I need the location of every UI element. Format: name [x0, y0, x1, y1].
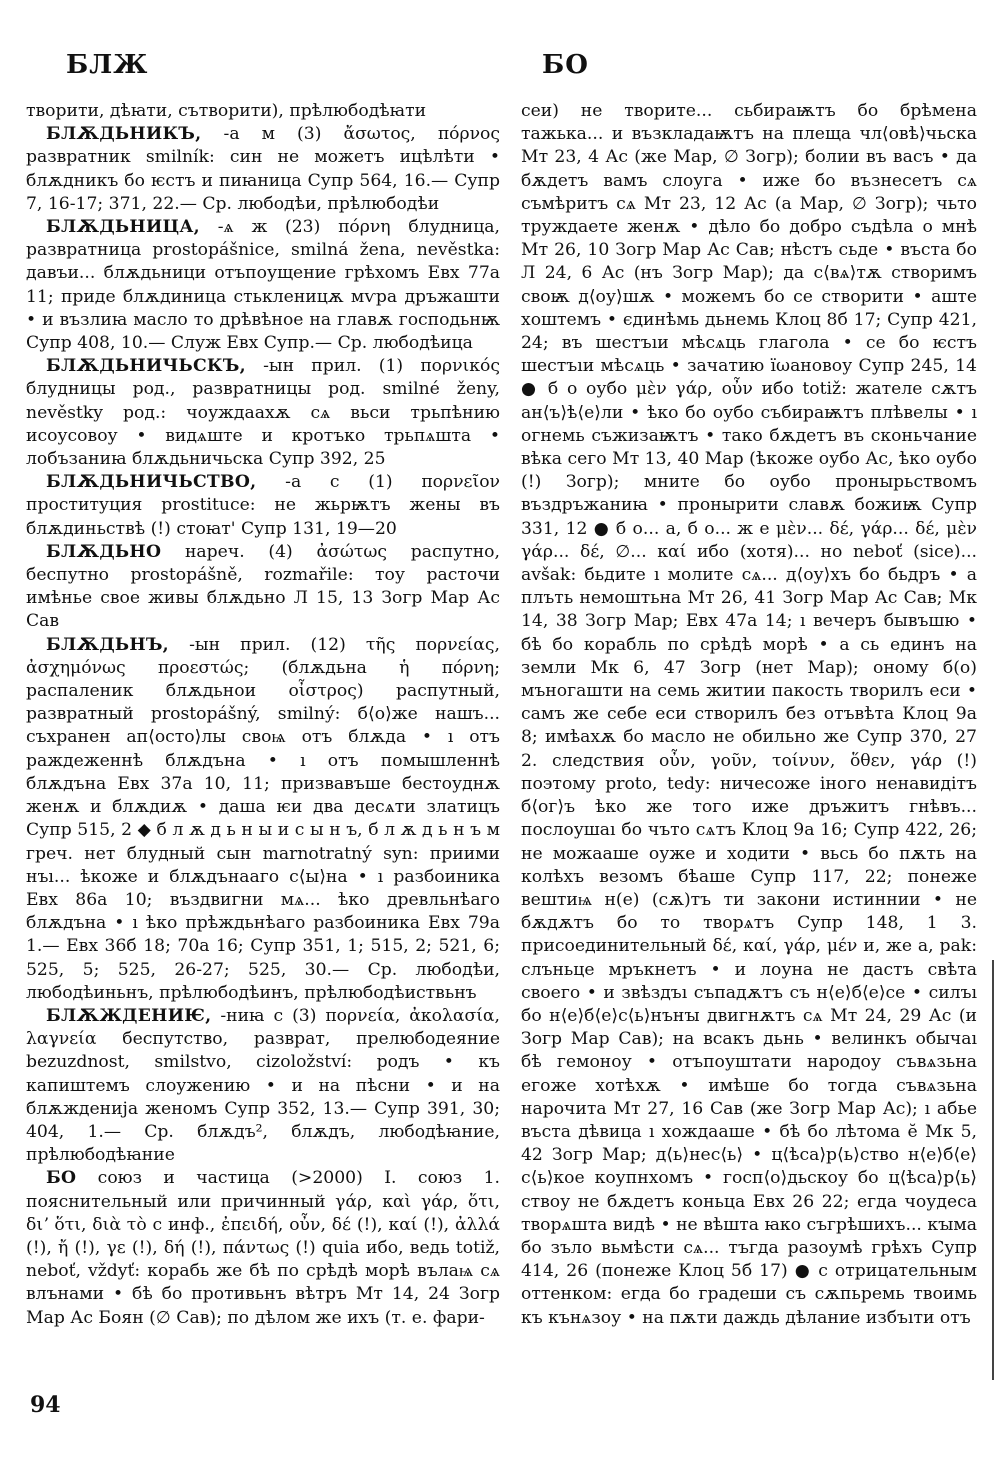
entry-body: творити, дѣꙗти, сътворити), прѣлюбодѣꙗти	[26, 101, 427, 121]
entry-headword: БЛѪДЬНЪ,	[46, 634, 169, 655]
left-running-headword: БЛЖ	[66, 50, 149, 80]
entry-body: -а м (3) ἄσωτος, πόρνος развратник smilník: син не можетъ ицѣлѣти • блѫдникъ бо ѥстъ и пиꙗница Супр 564, 16.— Супр 7, 16-17; 371, 22.— Ср. любодѣи, прѣлюбодѣи	[26, 124, 500, 214]
entry-body: нареч. (4) ἀσώτως распутно, беспутно prostopášně, rozmařile: тоу расточи имѣнье свое живы блѫдьно Л 15, 13 Зогр Мар Ас Сав	[26, 541, 500, 632]
entry-headword: БЛѪДЬНИЧЬСКЪ,	[46, 356, 246, 377]
entry-headword: БЛѪЖДЕНИѤ,	[46, 1005, 212, 1026]
dictionary-entry	[26, 355, 500, 471]
dictionary-entry	[26, 1167, 500, 1329]
margin-rule	[992, 960, 994, 1380]
entry-body: -ниꙗ с (3) πορνεία, ἀκολασία, λαγνεία беспутство, разврат, прелюбодеяние bezuzdnost, smilstvo, cizoložství: родъ • къ капиштемъ слоужению • и на пѣсни • и на блѫжденија женомъ Супр 352, 13.— Супр 391, 30; 404, 1.— Ср. блѫдъ², блѫдъ, любодѣꙗние, прѣлюбодѣꙗние	[26, 1005, 500, 1166]
entry-continuation	[26, 100, 500, 123]
entry-body: сеи) не творите... сьбираѭтъ бо брѣмена тажька... и възкладаѭтъ на плеща чл⟨овѣ⟩чьска Мт 23, 4 Ас (же Мар, ∅ Зогр); болии въ васъ • да бѫдетъ вамъ слоуга • иже бо възнесетъ сѧ съмѣритъ сѧ Мт 23, 12 Ас (а Мар, ∅ Зогр); чьто труждаете женѫ • дѣло бо добро съдѣла о мнѣ Мт 26, 10 Зогр Мар Ас Сав; нѣстъ сьде • въста бо Л 24, 6 Ас (нъ Зогр Мар); да с⟨вѧ⟩тѫ створимъ своѭ д⟨оу⟩шѫ • можемъ бо се створити • аште хоштемъ • єдинѣмь дьнемь Клоц 8б 17; Супр 421, 24; въ шестъıи мѣсѧць глагола • се бо ѥстъ шестъıи мѣсѧць • зачатию їωановоу Супр 245, 14 ● б о оубо μὲν γάρ, οὖν ибо totiž: жателе сѫтъ ан⟨ъ⟩ѣ⟨е⟩ли • ѣко бо оубо събираѭтъ плѣвелы • ı огнемь съжизаѭтъ • тако бѫдетъ въ сконьчание вѣка сего Мт 13, 40 Мар (ѣкоже оубо Ас, ѣко оубо (!) Зогр); мните бо оубо пронырьствомъ въздръжаниꙗ • пронырити славѫ божиѭ Супр 331, 12 ● б о... а, б о... ж е μὲν... δέ, γάρ... δέ, μὲν γάρ... δέ, ∅... καί ибо (хотя)... но neboť (sice)... avšak: бьдите ı молите сѧ... д⟨оу⟩хъ бо бьдръ • а плъть немоштьна Мт 26, 41 Зогр Мар Ас Сав; Мк 14, 38 Зогр Мар; Евх 47а 14; ı вечеръ бывъшю • бѣ бо корабль по срѣдѣ морѣ • а сь единъ на земли Мк 6, 47 Зогр (нет Мар); оному б(о) мъногашти на семь житии пакость творилъ еси • самъ же себе еси створилъ без отъвѣта Клоц 9а 8; имѣахѫ бо масло не обильно же Супр 370, 27 2. следствия οὖν, γοῦν, τοίνυν, ὅθεν, γάρ (!) поэтому proto, tedy: ничесоже іного ненавидітъ б⟨ог⟩ъ ѣко же того иже дръжитъ гнѣвъ... послоушаı бо чъто сѧтъ Клоц 9а 16; Супр 422, 26; не можааше оуже и ходити • вьсь бо пѫть на колѣхъ везомъ бѣаше Супр 117, 22; понеже вештиѩ н(е) (сѫ)тъ ти закони истиннии • не бѫдѫтъ бо то творѧтъ Супр 148, 1 3. присоединительный δέ, καί, γάρ, μέν и, же а, pak: слъньце мръкнетъ • и лоуна не дастъ свѣта своего • и звѣздъı съпадѫтъ съ н⟨е⟩б⟨е⟩се • силъı бо н⟨е⟩б⟨е⟩с⟨ь⟩нънꙑ двигнѫтъ сѧ Мт 24, 29 Ас (и Зогр Мар Сав); на всакъ дьнь • велинкъ обычаı бѣ гемоноу • отъпоуштати народоу съвѧзьна егоже хотѣхѫ • имѣше бо тогда съвѧзьна нарочита Мт 27, 16 Сав (же Зогр Мар Ас); ı абье въста дѣвица ı хождааше • бѣ бо лѣтома ӗ Мк 5, 42 Зогр Мар; д⟨ь⟩нес⟨ь⟩ • ц⟨ѣса⟩р⟨ь⟩ство н⟨е⟩б⟨е⟩с⟨ь⟩кое коупнхомъ • госп⟨о⟩дьскоу бо ц⟨ѣса⟩р⟨ь⟩ствоу не бѫдетъ коньца Евх 26 22; егда чоудеса творѧшта видѣ • не вѣшта ꙗко съгрѣшихъ... кꙑма бо зъло вьмѣсти сѧ... тъгда разоумѣ грѣхъ Супр 414, 26 (понеже Клоц 5б 17) ● с отрицательным оттенком: егда бо градеши съ сѫпьремь твоимь къ кънѧзоу • на пѫти даждь дѣлание избъıти отъ	[521, 101, 977, 1328]
page-number: 94	[30, 1392, 61, 1418]
entry-body: союз и частица (>2000) I. союз 1. пояснительный или причинный γάρ, καὶ γάρ, ὅτι, διʼ ὅτι, διὰ τὸ с инф., ἐπειδή, οὖν, δέ (!), καί (!), ἀλλά (!), ἤ (!), γε (!), δή (!), πάντως (!) quia ибо, ведь totiž, neboť, vždyť: корабь же бѣ по срѣдѣ морѣ вълаѩ сѧ влънами • бѣ бо противьнъ вѣтръ Мт 14, 24 Зогр Мар Ас Боян (∅ Сав); по дѣлом же ихъ (т. е. фари-	[26, 1168, 500, 1328]
dictionary-entry	[26, 541, 500, 634]
entry-body: -а с (1) πορνεῖον проституция prostituce: не жьрѭтъ жены въ блѫдиньствѣ (!) стоꙗт' Супр 131, 19—20	[26, 472, 500, 539]
dictionary-entry	[26, 123, 500, 216]
dictionary-entry	[26, 216, 500, 355]
entry-headword: БЛѪДЬНИКЪ,	[46, 124, 202, 145]
entry-headword: БЛѪДЬНИЧЬСТВО,	[46, 472, 257, 493]
dictionary-entry	[26, 634, 500, 1005]
right-column	[521, 100, 977, 1390]
right-running-headword: БО	[542, 50, 589, 80]
entry-headword: БО	[46, 1168, 77, 1189]
left-column	[26, 100, 500, 1390]
entry-body: -ѧ ж (23) πόρνη блудница, развратница prostopášnice, smilná žena, nevěstka: давъи... блѫдьници отъпоущение грѣхомъ Евх 77а 11; приде блѫдиница стькленицѫ мѵра дръжашти • и възлиꙗ масло то дрѣвѣное на главѫ господьнѭ Супр 408, 10.— Служ Евх Супр.— Ср. любодѣица	[26, 217, 500, 354]
entry-body: -ын прил. (1) πορνικός блудницы род., развратницы род. smilné ženy, nevěstky род.: чоуждаахѫ сѧ вьси трьпѣнию исоусовоу • видѧште и кротъко трьпѧшта • лобъзаниꙗ блѫдьничьска Супр 392, 25	[26, 356, 500, 470]
entry-body: -ын прил. (12) τῆς πορνείας, ἀσχημόνως προεστώς; (блѫдьна ἡ πόρνη; распаленик блѫдьнои οἶστρος) распутный, развратный prostopášný, smilný: б⟨о⟩же нашъ... съхранен ап⟨осто⟩лы своѩ отъ блѫда • ı отъ раждеженнѣ блѫдъна • ı отъ помышленнѣ блѫдъна Евх 37а 10, 11; призвавъше бестоуднѫ женѫ и блѫдиѫ • даша ѥи два десѧти златицъ Супр 515, 2 ◆ б л ѫ д ь н ы и с ы н ъ, б л ѫ д ь н ъ м греч. нет блудный сын marnotratný syn: приими нъı... ѣкоже и блѫдънааго с⟨ы⟩на • ı разбоиника Евх 86а 10; въздвигни мѧ... ѣко древльнѣаго блѫдъна • ı ѣко прѣждьнѣаго разбоиника Евх 79а 1.— Евх 36б 18; 70а 16; Супр 351, 1; 515, 2; 521, 6; 525, 5; 525, 26-27; 525, 30.— Ср. любодѣи, любодѣиньнъ, прѣлюбодѣинъ, прѣлюбодѣиствьнъ	[26, 634, 500, 1003]
dictionary-entry	[26, 1005, 500, 1167]
entry-headword: БЛѪДЬНИЦА,	[46, 217, 200, 238]
entry-headword: БЛѪДЬНО	[46, 541, 162, 562]
entry-continuation	[521, 100, 977, 1330]
page-header	[0, 50, 999, 90]
dictionary-entry	[26, 471, 500, 541]
